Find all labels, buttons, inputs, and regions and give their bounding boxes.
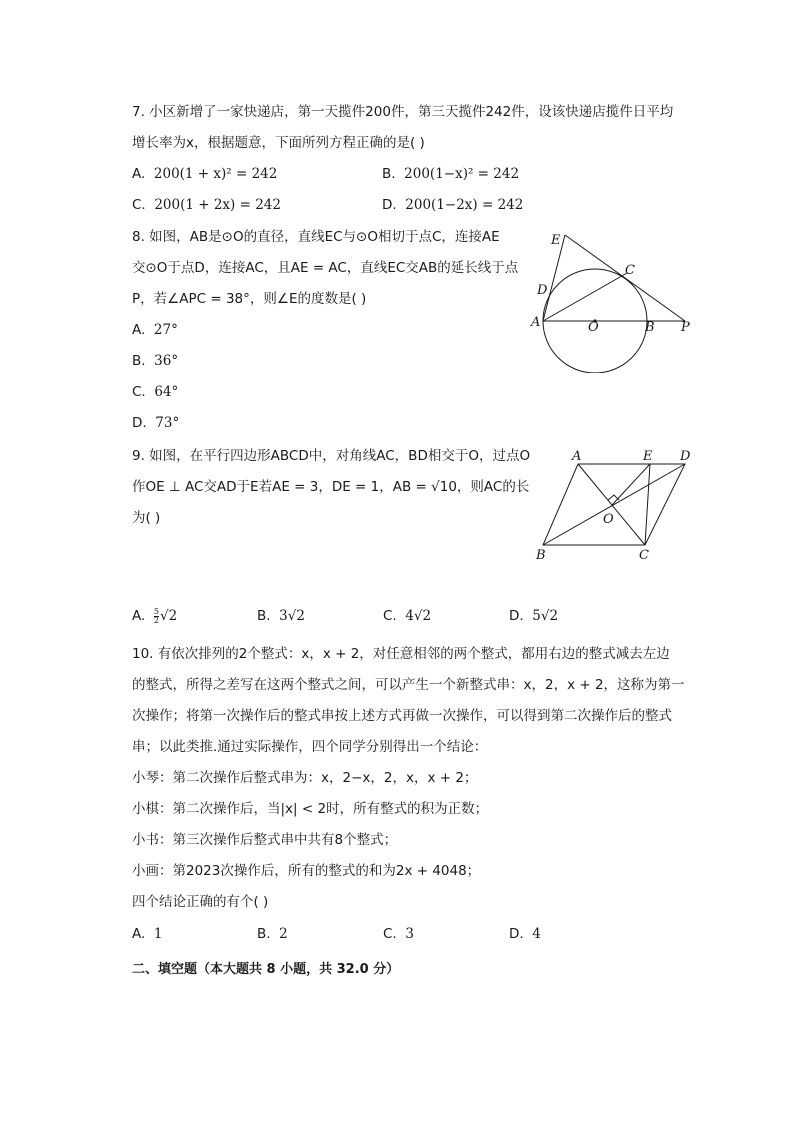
q10-stem-line1: 10. 有依次排列的2个整式：x，x + 2，对任意相邻的两个整式，都用右边的整式减去左边 <box>132 646 670 662</box>
q9-label-b: B <box>536 548 546 563</box>
q10-stem-line3: 次操作；将第一次操作后的整式串按上述方式再做一次操作，可以得到第二次操作后的整式 <box>132 708 672 724</box>
q9-option-d: D. 5√2 <box>509 608 559 624</box>
q7-option-a: A. 200(1 + x)² = 242 <box>132 166 278 182</box>
q9-parallelogram-figure <box>528 445 698 570</box>
q8-segment-ac <box>543 273 627 321</box>
q10-conclusion-xiaoqin: 小琴：第二次操作后整式串为：x，2−x，2，x，x + 2； <box>132 770 478 786</box>
q8-label-b: B <box>645 320 655 335</box>
q10-conclusion-xiaoqi: 小棋：第二次操作后，当|x| < 2时，所有整式的积为正数； <box>132 801 489 817</box>
q10-stem-line2: 的整式，所得之差写在这两个整式之间，可以产生一个新整式串：x，2，x + 2，这称为第一 <box>132 677 685 693</box>
q9-stem-line2: 作OE ⊥ AC交AD于E若AE = 3，DE = 1，AB = √10，则AC的长 <box>132 479 530 495</box>
q8-label-a: A <box>531 315 541 330</box>
q10-conclusion-xiaoshu: 小书：第三次操作后整式串中共有8个整式； <box>132 832 398 848</box>
q9-segment-ce <box>645 464 650 545</box>
q9-stem-line1: 9. 如图，在平行四边形ABCD中，对角线AC，BD相交于O，过点O <box>132 448 531 464</box>
q9-label-e: E <box>643 449 653 464</box>
q8-option-d: D. 73° <box>132 415 180 431</box>
q9-option-a: A. $\frac{5}{2}$ √2 <box>132 606 178 625</box>
q10-stem-line4: 串；以此类推.通过实际操作，四个同学分别得出一个结论： <box>132 739 488 755</box>
q10-option-c: C. 3 <box>383 926 414 942</box>
q7-stem-line2: 增长率为x，根据题意，下面所列方程正确的是( ) <box>132 135 425 151</box>
q8-label-o: O <box>588 320 599 335</box>
q10-question: 四个结论正确的有个( ) <box>132 894 269 910</box>
q7-option-d: D. 200(1−2x) = 242 <box>382 197 524 213</box>
q10-option-b: B. 2 <box>257 926 288 942</box>
q9-label-a: A <box>572 449 582 464</box>
section-2-heading: 二、填空题（本大题共 8 小题，共 32.0 分） <box>132 962 400 977</box>
q8-option-c: C. 64° <box>132 384 179 400</box>
q8-option-b: B. 36° <box>132 353 179 369</box>
q7-stem-line1: 7. 小区新增了一家快递店，第一天揽件200件，第三天揽件242件，设该快递店揽件日平均 <box>132 104 674 120</box>
q9-diagonal-ac <box>578 464 645 545</box>
q7-option-c: C. 200(1 + 2x) = 242 <box>132 197 281 213</box>
q10-conclusion-xiaohua: 小画：第2023次操作后，所有的整式的和为2x + 4048； <box>132 863 481 879</box>
q8-stem-line2: 交⊙O于点D，连接AC，且AE = AC，直线EC交AB的延长线于点 <box>132 260 519 276</box>
q8-label-d: D <box>537 283 548 298</box>
q9-option-a-fraction: $\frac{5}{2}$ <box>153 606 159 625</box>
q8-stem-line3: P，若∠APC = 38°，则∠E的度数是( ) <box>132 291 367 307</box>
q10-option-d: D. 4 <box>509 926 541 942</box>
q9-label-d: D <box>680 449 691 464</box>
q8-tangent-ep <box>565 235 685 321</box>
q10-option-a: A. 1 <box>132 926 163 942</box>
q8-stem-line1: 8. 如图，AB是⊙O的直径，直线EC与⊙O相切于点C，连接AE <box>132 229 500 245</box>
q8-label-p: P <box>681 320 690 335</box>
q9-option-b: B. 3√2 <box>257 608 305 624</box>
q8-circle-figure <box>525 228 700 373</box>
q9-option-c: C. 4√2 <box>383 608 432 624</box>
q8-label-e: E <box>551 233 561 248</box>
q9-stem-line3: 为( ) <box>132 510 161 526</box>
q8-option-a: A. 27° <box>132 322 178 338</box>
q9-label-o: O <box>603 512 614 527</box>
q9-label-c: C <box>639 548 649 563</box>
q9-diagonal-bd <box>543 464 685 545</box>
q7-option-b: B. 200(1−x)² = 242 <box>382 166 520 182</box>
q8-label-c: C <box>625 263 635 278</box>
